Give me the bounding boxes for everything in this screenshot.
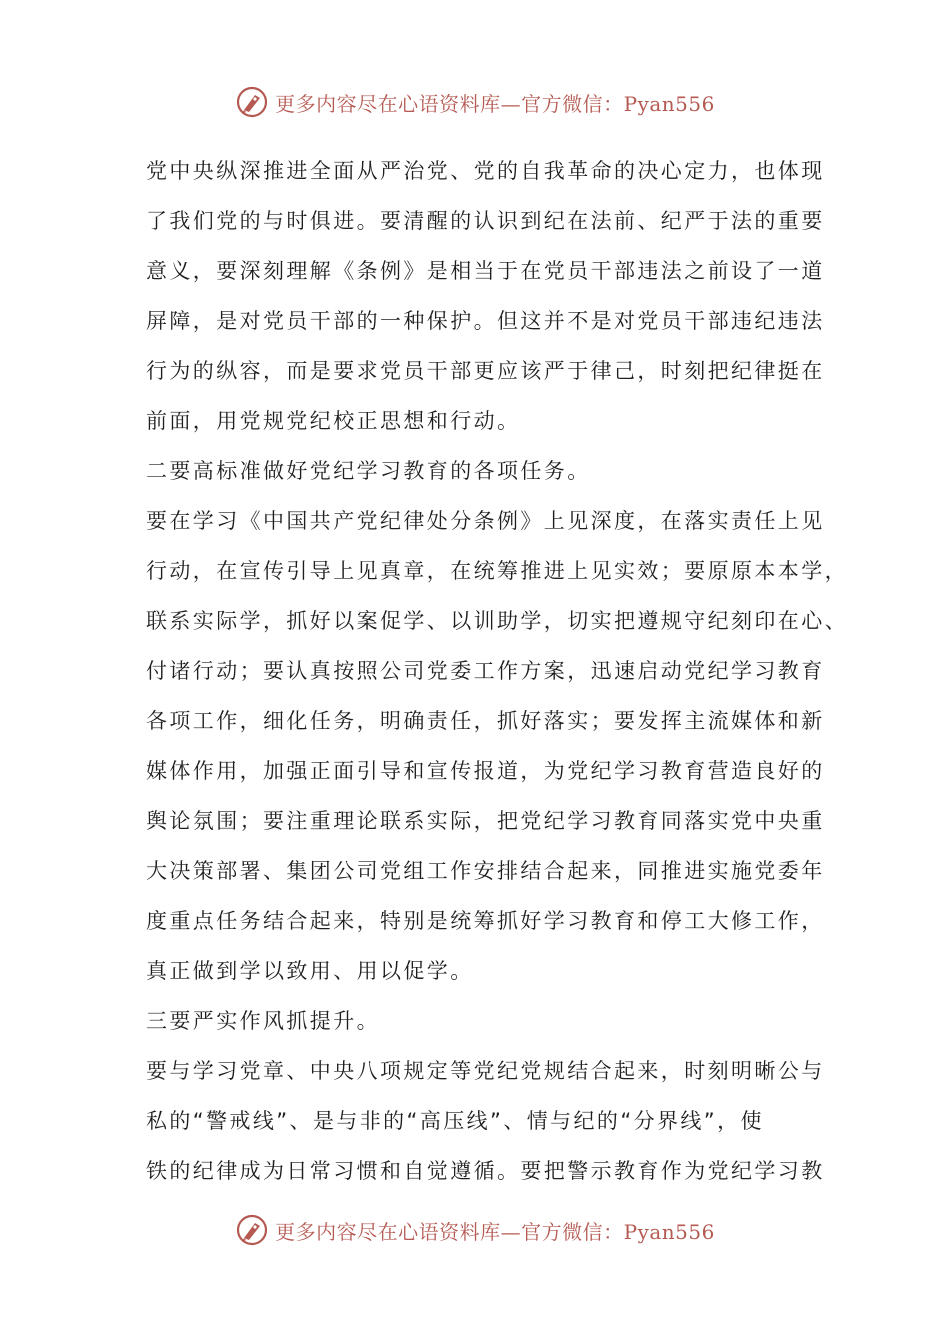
text-line: 各项工作，细化任务，明确责任，抓好落实；要发挥主流媒体和新 bbox=[146, 709, 825, 733]
pen-nib-logo-icon bbox=[235, 1213, 269, 1247]
footer-banner bbox=[0, 1208, 950, 1252]
text-line: 了我们党的与时俱进。要清醒的认识到纪在法前、纪严于法的重要 bbox=[146, 209, 825, 233]
text-line: 党中央纵深推进全面从严治党、党的自我革命的决心定力，也体现 bbox=[146, 159, 825, 183]
text-line: 真正做到学以致用、用以促学。 bbox=[146, 959, 474, 983]
text-line: 意义，要深刻理解《条例》是相当于在党员干部违法之前设了一道 bbox=[146, 259, 825, 283]
text-line: 媒体作用，加强正面引导和宣传报道，为党纪学习教育营造良好的 bbox=[146, 759, 825, 783]
text-line: 铁的纪律成为日常习惯和自觉遵循。要把警示教育作为党纪学习教 bbox=[146, 1159, 825, 1183]
text-line: 私的“警戒线”、是与非的“高压线”、情与纪的“分界线”，使 bbox=[146, 1109, 764, 1133]
text-line: 前面，用党规党纪校正思想和行动。 bbox=[146, 409, 521, 433]
header-banner-text: 更多内容尽在心语资料库—官方微信：Pyan556 bbox=[275, 91, 715, 116]
text-line: 行动，在宣传引导上见真章，在统筹推进上见实效；要原原本本学， bbox=[146, 559, 848, 583]
text-line: 付诸行动；要认真按照公司党委工作方案，迅速启动党纪学习教育 bbox=[146, 659, 825, 683]
text-line: 要与学习党章、中央八项规定等党纪党规结合起来，时刻明晰公与 bbox=[146, 1059, 825, 1083]
pen-nib-logo-icon bbox=[235, 85, 269, 119]
text-line: 要在学习《中国共产党纪律处分条例》上见深度，在落实责任上见 bbox=[146, 509, 825, 533]
text-line: 行为的纵容，而是要求党员干部更应该严于律己，时刻把纪律挺在 bbox=[146, 359, 825, 383]
text-line: 舆论氛围；要注重理论联系实际，把党纪学习教育同落实党中央重 bbox=[146, 809, 825, 833]
footer-banner-text: 更多内容尽在心语资料库—官方微信：Pyan556 bbox=[275, 1219, 715, 1244]
text-line: 大决策部署、集团公司党组工作安排结合起来，同推进实施党委年 bbox=[146, 859, 825, 883]
section-heading: 三要严实作风抓提升。 bbox=[146, 1009, 380, 1033]
section-heading: 二要高标准做好党纪学习教育的各项任务。 bbox=[146, 459, 591, 483]
text-line: 联系实际学，抓好以案促学、以训助学，切实把遵规守纪刻印在心、 bbox=[146, 609, 848, 633]
header-banner bbox=[0, 80, 950, 124]
document-body bbox=[146, 146, 848, 1196]
text-line: 屏障，是对党员干部的一种保护。但这并不是对党员干部违纪违法 bbox=[146, 309, 825, 333]
text-line: 度重点任务结合起来，特别是统筹抓好学习教育和停工大修工作， bbox=[146, 909, 825, 933]
